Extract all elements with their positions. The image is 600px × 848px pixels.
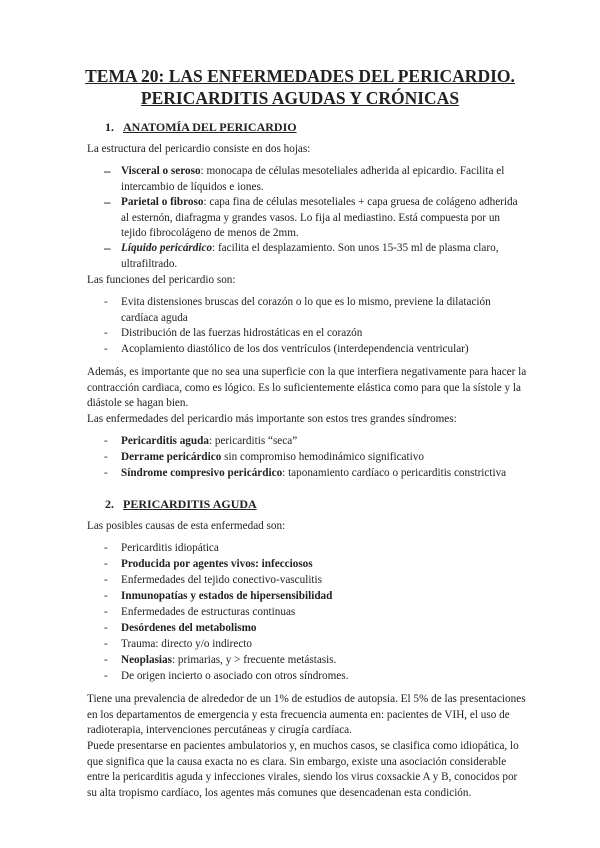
document-title-line1: TEMA 20: LAS ENFERMEDADES DEL PERICARDIO. (85, 66, 515, 86)
function-text: Acoplamiento diastólico de los dos ventrículos (interdependencia ventricular) (121, 343, 469, 355)
layer-term: Parietal o fibroso (121, 196, 204, 208)
layer-desc: : capa fina de células mesoteliales + capa gruesa de colágeno adherida al esternón, diafragma y grandes vasos. Lo fija al mediastino. Está compuesta por un tejido fibrocolágeno de menos de 2mm. (121, 196, 518, 239)
dash-marker: - (104, 327, 108, 339)
cause-bold: Neoplasias (121, 654, 172, 666)
function-text: Evita distensiones bruscas del corazón o lo que es lo mismo, previene la dilatación cardíaca aguda (121, 296, 491, 324)
dash-marker: - (104, 654, 108, 666)
dash-marker: - (104, 435, 108, 447)
paragraph-elasticity: Además, es importante que no sea una superficie con la que interfiera negativamente para hacer la contracción cardiaca, como es lógico. Es lo suficientemente elástica como para que la sístole y la diástole se hagan bien. (87, 366, 527, 409)
cause-text: Pericarditis idiopática (121, 542, 219, 554)
layer-desc: : monocapa de células mesoteliales adherida al epicardio. Facilita el intercambio de líquidos e iones. (121, 165, 505, 193)
section1-heading (105, 120, 297, 135)
cause-text: : primarias, y > frecuente metástasis. (171, 654, 337, 666)
function-text: Distribución de las fuerzas hidrostáticas en el corazón (121, 327, 363, 339)
cause-text: Trauma: directo y/o indirecto (121, 638, 253, 650)
dash-marker: - (104, 296, 108, 308)
cause-bold: Desórdenes del metabolismo (121, 622, 257, 634)
syndrome-term: Síndrome compresivo pericárdico (121, 467, 283, 479)
section1-intro: La estructura del pericardio consiste en dos hojas: (87, 143, 311, 155)
syndrome-desc: : pericarditis “seca” (208, 435, 298, 447)
dash-marker: - (104, 542, 108, 554)
syndrome-desc: : taponamiento cardíaco o pericarditis constrictiva (282, 467, 507, 479)
cause-text: Enfermedades del tejido conectivo-vasculitis (121, 574, 322, 586)
dash-marker: – (104, 194, 111, 209)
section2-title: PERICARDITIS AGUDA (123, 497, 257, 511)
section2-number: 2. (105, 497, 114, 511)
paragraph-ambulatory: Puede presentarse en pacientes ambulatorios y, en muchos casos, se clasifica como idiopática, lo que significa que la causa exacta no es clara. Sin embargo, existe una asociación considerable entre la pericarditis aguda y infecciones virales, siendo los virus coxsackie A y B, conocidos por su alta tropismo cardíaco, los agentes más comunes que desencadenan esta condición. (87, 740, 519, 799)
dash-marker: - (104, 590, 108, 602)
dash-marker: - (104, 343, 108, 355)
section2-intro: Las posibles causas de esta enfermedad son: (87, 520, 286, 532)
dash-marker: - (104, 638, 108, 650)
layer-term: Líquido pericárdico (121, 242, 213, 254)
dash-marker: - (104, 451, 108, 463)
functions-intro: Las funciones del pericardio son: (87, 274, 236, 286)
cause-text: Enfermedades de estructuras continuas (121, 606, 296, 618)
syndrome-term: Pericarditis aguda (121, 435, 209, 447)
dash-marker: - (104, 606, 108, 618)
cause-bold: Inmunopatías y estados de hipersensibilidad (121, 590, 333, 602)
dash-marker: - (104, 622, 108, 634)
dash-marker: - (104, 670, 108, 682)
syndrome-desc: sin compromiso hemodinámico significativo (221, 451, 424, 463)
dash-marker: - (104, 558, 108, 570)
dash-marker: – (104, 240, 111, 255)
cause-bold: Producida por agentes vivos: infecciosos (121, 558, 313, 570)
layer-desc: : facilita el desplazamiento. Son unos 15-35 ml de plasma claro, ultrafiltrado. (121, 242, 499, 270)
section1-title: ANATOMÍA DEL PERICARDIO (123, 120, 297, 134)
section1-number: 1. (105, 120, 114, 134)
dash-marker: - (104, 467, 108, 479)
dash-marker: – (104, 163, 111, 178)
document-title-line2: PERICARDITIS AGUDAS Y CRÓNICAS (140, 88, 460, 108)
layer-term: Visceral o seroso (121, 165, 201, 177)
syndromes-intro: Las enfermedades del pericardio más importante son estos tres grandes síndromes: (87, 413, 457, 425)
cause-text: De origen incierto o asociado con otros síndromes. (121, 670, 349, 682)
paragraph-prevalence: Tiene una prevalencia de alrededor de un 1% de estudios de autopsia. El 5% de las presentaciones en los departamentos de emergencia y esta frecuencia aumenta en: pacientes de VIH, el uso de radioterapia, intervenciones percutáneas y cirugía cardíaca. (87, 693, 526, 736)
dash-marker: - (104, 574, 108, 586)
section2-heading (105, 497, 257, 512)
syndrome-term: Derrame pericárdico (121, 451, 222, 463)
